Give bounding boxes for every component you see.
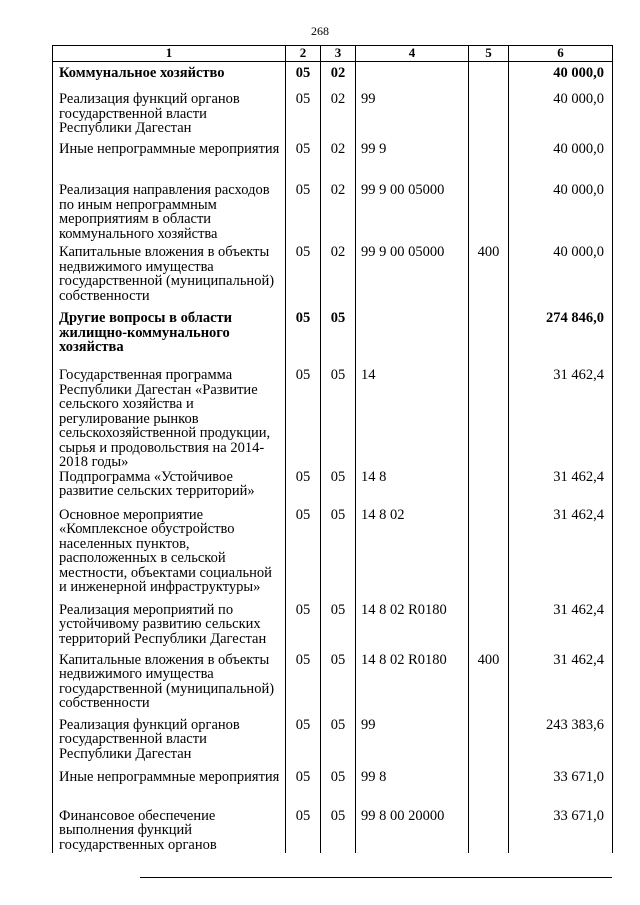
row-subsection: 05 <box>321 653 356 718</box>
row-amount: 40 000,0 <box>509 61 613 92</box>
row-target-article: 14 8 02 R0180 <box>356 653 469 718</box>
row-target-article: 99 9 00 05000 <box>356 183 469 245</box>
row-amount: 40 000,0 <box>509 92 613 142</box>
row-target-article: 99 8 00 20000 <box>356 809 469 853</box>
row-subsection: 05 <box>321 603 356 653</box>
column-number-row <box>53 46 613 62</box>
row-expense-type <box>469 718 509 770</box>
row-subsection: 02 <box>321 61 356 92</box>
table-row <box>53 311 613 368</box>
row-target-article: 99 <box>356 718 469 770</box>
row-subsection: 05 <box>321 470 356 508</box>
row-amount: 31 462,4 <box>509 603 613 653</box>
row-name: Другие вопросы в области жилищно-коммунального хозяйства <box>53 311 286 368</box>
row-subsection: 05 <box>321 508 356 603</box>
row-expense-type <box>469 92 509 142</box>
table-row <box>53 718 613 770</box>
row-target-article <box>356 61 469 92</box>
table-row <box>53 92 613 142</box>
row-target-article: 99 9 00 05000 <box>356 245 469 311</box>
table-row <box>53 183 613 245</box>
row-section: 05 <box>286 183 321 245</box>
table-row <box>53 508 613 603</box>
row-subsection: 02 <box>321 92 356 142</box>
row-section: 05 <box>286 603 321 653</box>
row-target-article <box>356 311 469 368</box>
row-target-article: 14 8 02 R0180 <box>356 603 469 653</box>
row-name: Иные непрограммные мероприятия <box>53 770 286 809</box>
table-row <box>53 653 613 718</box>
row-name: Реализация мероприятий по устойчивому развитию сельских территорий Республики Дагестан <box>53 603 286 653</box>
row-section: 05 <box>286 470 321 508</box>
table-row <box>53 470 613 508</box>
row-amount: 40 000,0 <box>509 183 613 245</box>
row-name: Капитальные вложения в объекты недвижимого имущества государственной (муниципальной) собственности <box>53 245 286 311</box>
row-amount: 31 462,4 <box>509 508 613 603</box>
row-expense-type <box>469 368 509 470</box>
table-row <box>53 809 613 853</box>
row-name: Реализация направления расходов по иным непрограммным мероприятиям в области коммунального хозяйства <box>53 183 286 245</box>
row-expense-type <box>469 61 509 92</box>
row-amount: 40 000,0 <box>509 142 613 183</box>
row-amount: 31 462,4 <box>509 653 613 718</box>
row-target-article: 99 <box>356 92 469 142</box>
row-target-article: 14 <box>356 368 469 470</box>
row-name: Коммунальное хозяйство <box>53 61 286 92</box>
row-name: Капитальные вложения в объекты недвижимого имущества государственной (муниципальной) собственности <box>53 653 286 718</box>
column-header-3: 3 <box>321 46 356 62</box>
row-subsection: 02 <box>321 245 356 311</box>
row-name: Основное мероприятие «Комплексное обустройство населенных пунктов, расположенных в сельской местности, объектами социальной и инженерной инфраструктуры» <box>53 508 286 603</box>
row-target-article: 14 8 <box>356 470 469 508</box>
row-name: Подпрограмма «Устойчивое развитие сельских территорий» <box>53 470 286 508</box>
row-amount: 243 383,6 <box>509 718 613 770</box>
row-expense-type <box>469 470 509 508</box>
row-section: 05 <box>286 653 321 718</box>
row-section: 05 <box>286 245 321 311</box>
row-section: 05 <box>286 770 321 809</box>
table-row <box>53 368 613 470</box>
row-name: Реализация функций органов государственной власти Республики Дагестан <box>53 92 286 142</box>
row-subsection: 02 <box>321 142 356 183</box>
row-section: 05 <box>286 311 321 368</box>
row-amount: 33 671,0 <box>509 770 613 809</box>
column-header-4: 4 <box>356 46 469 62</box>
table-row <box>53 770 613 809</box>
row-amount: 40 000,0 <box>509 245 613 311</box>
row-name: Финансовое обеспечение выполнения функций государственных органов <box>53 809 286 853</box>
table-header <box>53 46 613 62</box>
row-expense-type <box>469 508 509 603</box>
row-amount: 33 671,0 <box>509 809 613 853</box>
row-subsection: 05 <box>321 809 356 853</box>
column-header-6: 6 <box>509 46 613 62</box>
row-name: Реализация функций органов государственной власти Республики Дагестан <box>53 718 286 770</box>
row-section: 05 <box>286 368 321 470</box>
row-section: 05 <box>286 809 321 853</box>
row-target-article: 99 8 <box>356 770 469 809</box>
table-row <box>53 245 613 311</box>
row-section: 05 <box>286 142 321 183</box>
row-target-article: 14 8 02 <box>356 508 469 603</box>
row-amount: 31 462,4 <box>509 470 613 508</box>
table-row <box>53 142 613 183</box>
table-row <box>53 603 613 653</box>
bottom-divider <box>140 877 612 878</box>
row-subsection: 05 <box>321 311 356 368</box>
budget-table <box>52 45 613 853</box>
row-expense-type: 400 <box>469 245 509 311</box>
row-expense-type <box>469 770 509 809</box>
row-target-article: 99 9 <box>356 142 469 183</box>
row-section: 05 <box>286 92 321 142</box>
row-subsection: 05 <box>321 770 356 809</box>
row-subsection: 02 <box>321 183 356 245</box>
page-number: 268 <box>311 24 329 38</box>
column-header-1: 1 <box>53 46 286 62</box>
table-row <box>53 61 613 92</box>
row-section: 05 <box>286 508 321 603</box>
row-expense-type <box>469 809 509 853</box>
row-expense-type <box>469 311 509 368</box>
row-subsection: 05 <box>321 718 356 770</box>
row-subsection: 05 <box>321 368 356 470</box>
row-section: 05 <box>286 61 321 92</box>
row-name: Иные непрограммные мероприятия <box>53 142 286 183</box>
column-header-2: 2 <box>286 46 321 62</box>
row-amount: 31 462,4 <box>509 368 613 470</box>
row-section: 05 <box>286 718 321 770</box>
row-expense-type: 400 <box>469 653 509 718</box>
row-expense-type <box>469 183 509 245</box>
row-name: Государственная программа Республики Дагестан «Развитие сельского хозяйства и регулирование рынков сельскохозяйственной продукции, сырья и продовольствия на 2014-2018 годы» <box>53 368 286 470</box>
row-expense-type <box>469 603 509 653</box>
row-amount: 274 846,0 <box>509 311 613 368</box>
column-header-5: 5 <box>469 46 509 62</box>
row-expense-type <box>469 142 509 183</box>
